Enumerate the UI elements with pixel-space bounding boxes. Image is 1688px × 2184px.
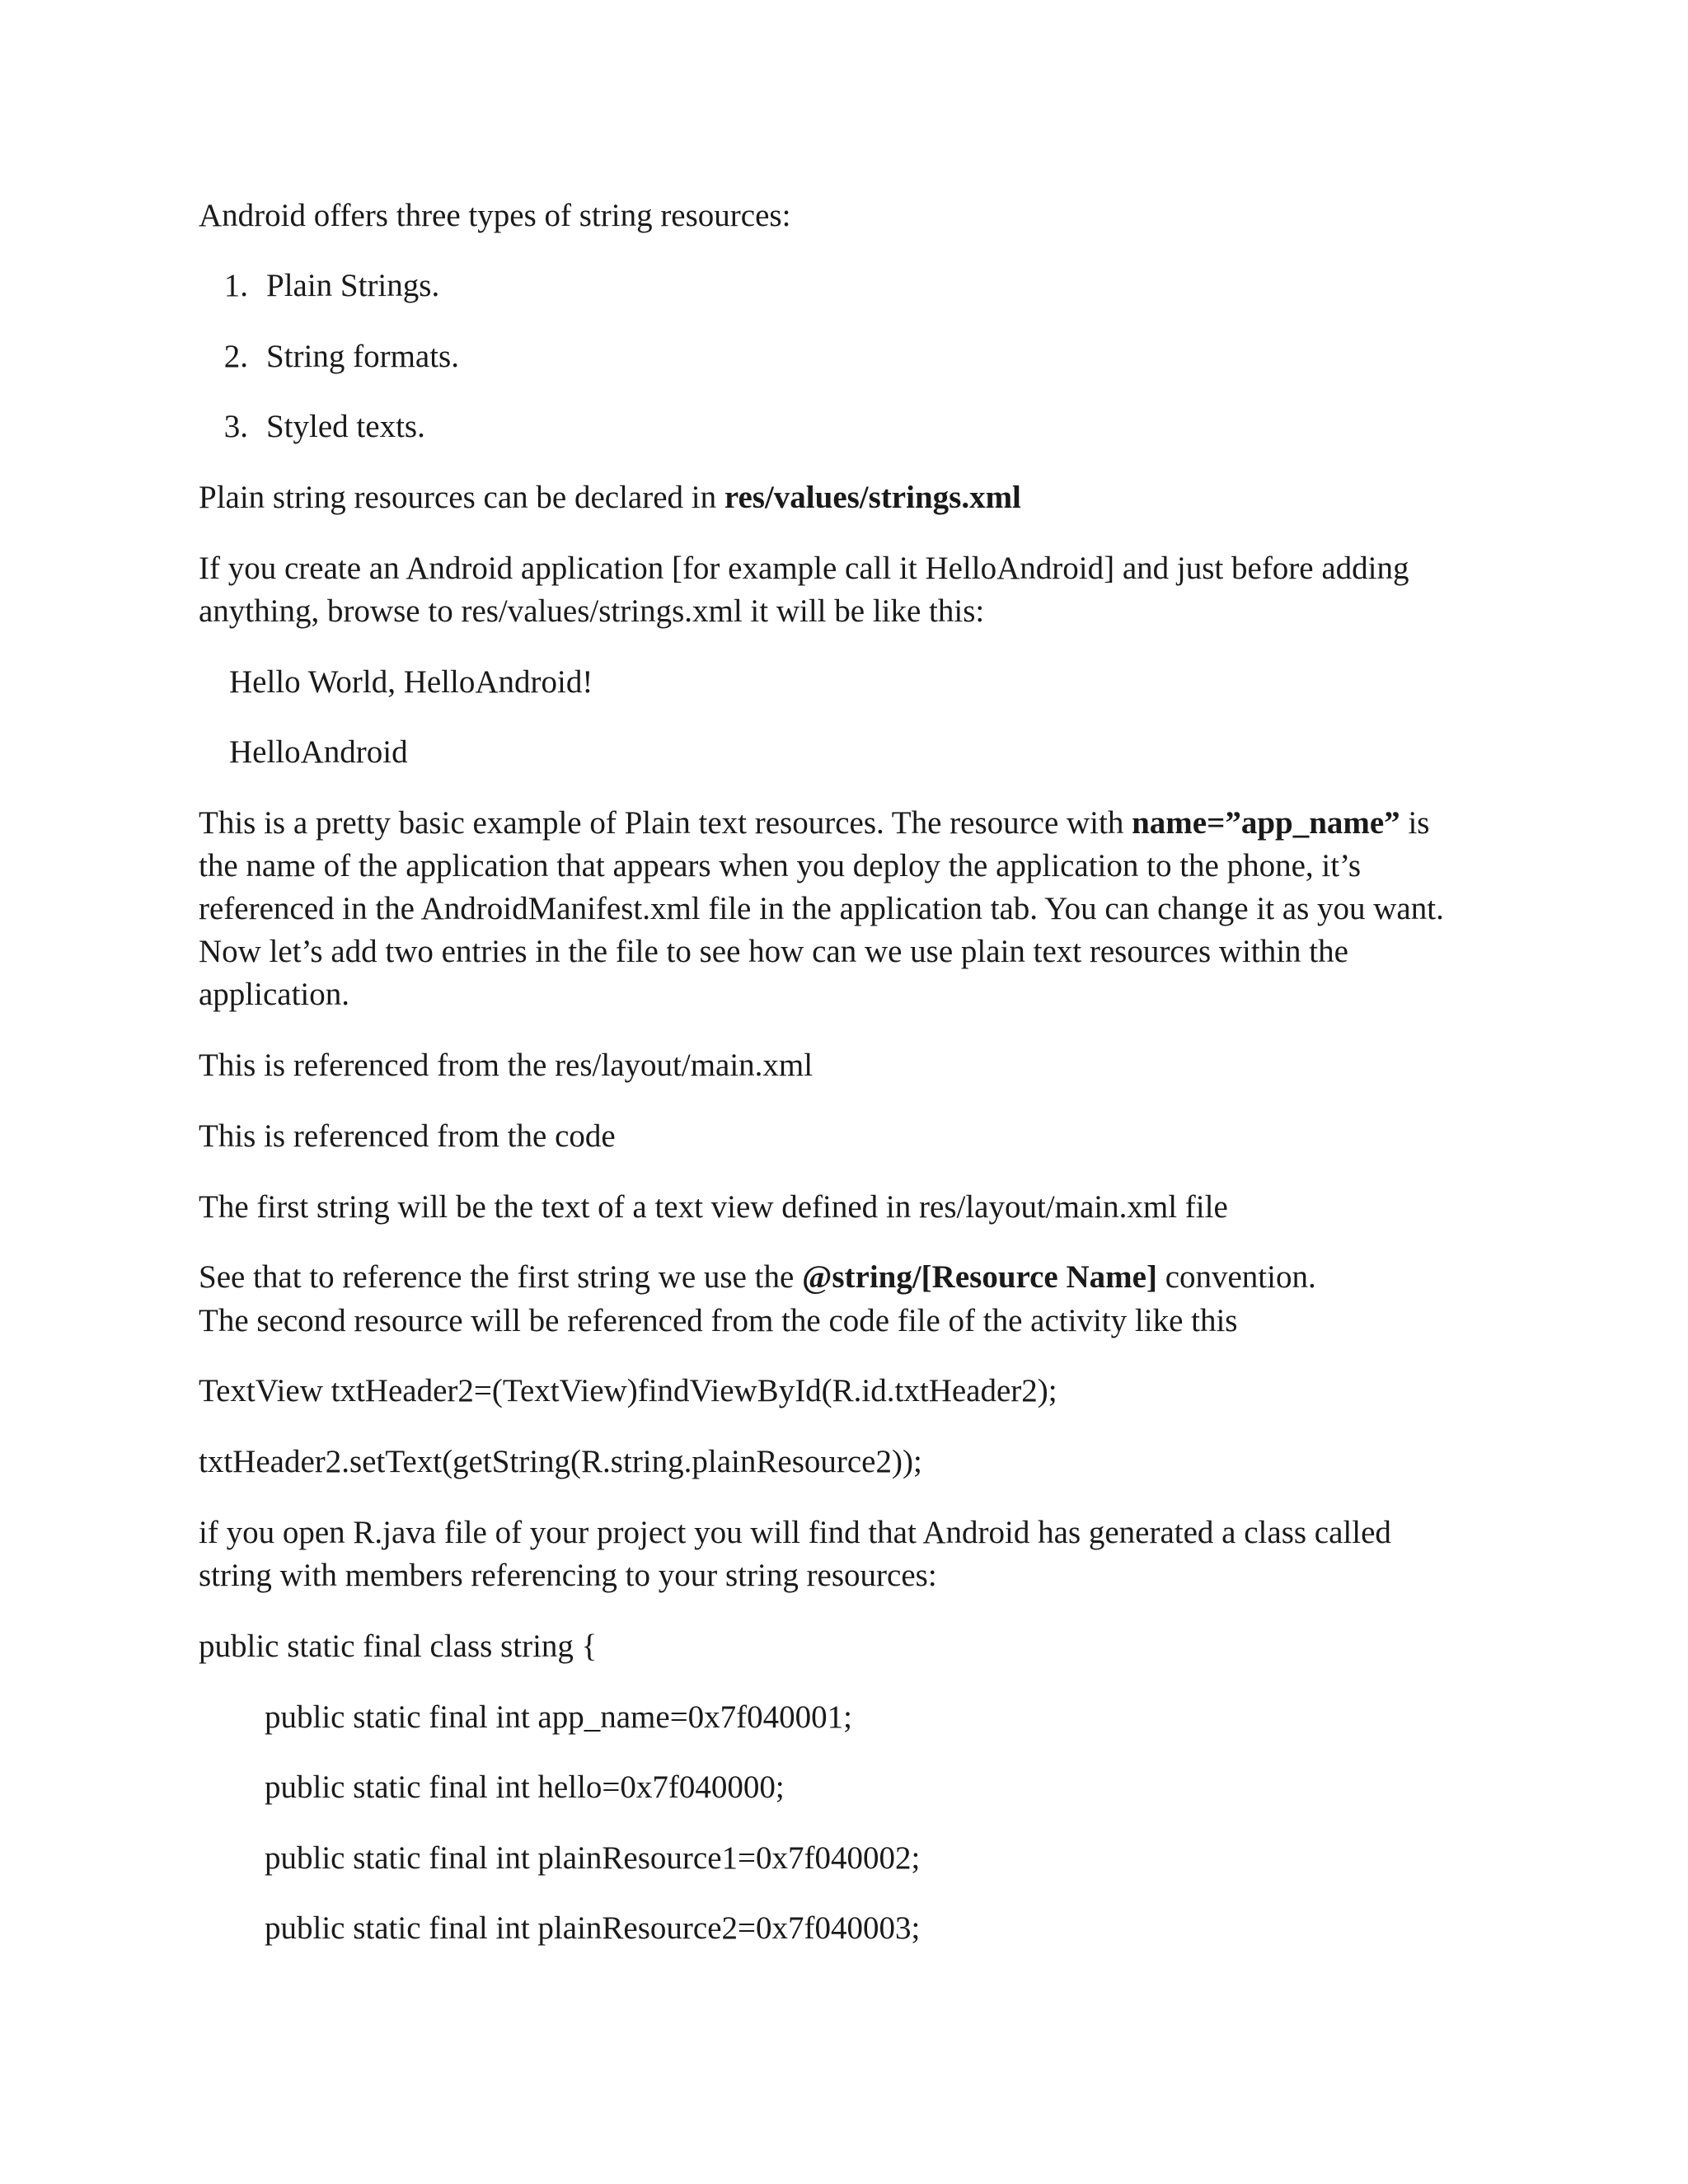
list-item (199, 405, 425, 448)
basic-para-suffix: is (1400, 805, 1430, 841)
basic-para-bold: name=”app_name” (1132, 805, 1400, 841)
reference-bold: @string/[Resource Name] (802, 1259, 1157, 1295)
reference-suffix: convention. (1156, 1259, 1316, 1295)
example-string: Hello World, HelloAndroid! (229, 664, 593, 700)
basic-para-line: Now let’s add two entries in the file to see how can we use plain text resources within the (199, 934, 1348, 969)
list-item-text: Plain Strings. (266, 268, 440, 303)
rjava-para-line: if you open R.java file of your project you will find that Android has generated a class called (199, 1515, 1391, 1550)
class-member: public static final int app_name=0x7f040001; (265, 1699, 853, 1735)
basic-para-line (199, 802, 1429, 845)
example-string: HelloAndroid (229, 734, 408, 770)
basic-para-line: referenced in the AndroidManifest.xml file in the application tab. You can change it as you want. (199, 891, 1444, 926)
class-member: public static final int plainResource1=0x7f040002; (265, 1840, 921, 1876)
declared-text (199, 476, 1021, 519)
class-member: public static final int hello=0x7f040000; (265, 1769, 785, 1805)
class-declaration: public static final class string { (199, 1629, 598, 1664)
first-string-text: The first string will be the text of a text view defined in res/layout/main.xml file (199, 1189, 1228, 1225)
rjava-para-line: string with members referencing to your string resources: (199, 1558, 937, 1593)
reference-para-line (199, 1256, 1316, 1299)
declared-path: res/values/strings.xml (724, 480, 1021, 515)
basic-para-line: the name of the application that appears when you deploy the application to the phone, it’s (199, 848, 1362, 883)
list-number: 2. (223, 339, 248, 374)
code-line: TextView txtHeader2=(TextView)findViewById(R.id.txtHeader2); (199, 1373, 1057, 1408)
code-line: txtHeader2.setText(getString(R.string.plainResource2)); (199, 1444, 922, 1479)
declared-prefix: Plain string resources can be declared in (199, 480, 724, 515)
class-member: public static final int plainResource2=0x7f040003; (265, 1910, 921, 1946)
list-item (199, 265, 439, 307)
reference-para-line: The second resource will be referenced from the code file of the activity like this (199, 1303, 1238, 1338)
intro-text: Android offers three types of string resources: (199, 198, 791, 233)
list-item-text: String formats. (266, 339, 459, 374)
entry-text: This is referenced from the code (199, 1118, 616, 1154)
list-number: 1. (223, 268, 248, 303)
basic-para-line: application. (199, 977, 350, 1012)
list-number: 3. (223, 409, 248, 444)
list-item-text: Styled texts. (266, 409, 425, 444)
entry-text: This is referenced from the res/layout/main.xml (199, 1047, 814, 1083)
create-para-line: anything, browse to res/values/strings.xml it will be like this: (199, 593, 985, 629)
create-para-line: If you create an Android application [for example call it HelloAndroid] and just before adding (199, 551, 1409, 586)
list-item (199, 335, 459, 378)
basic-para-prefix: This is a pretty basic example of Plain text resources. The resource with (199, 805, 1132, 841)
reference-prefix: See that to reference the first string we use the (199, 1259, 803, 1295)
